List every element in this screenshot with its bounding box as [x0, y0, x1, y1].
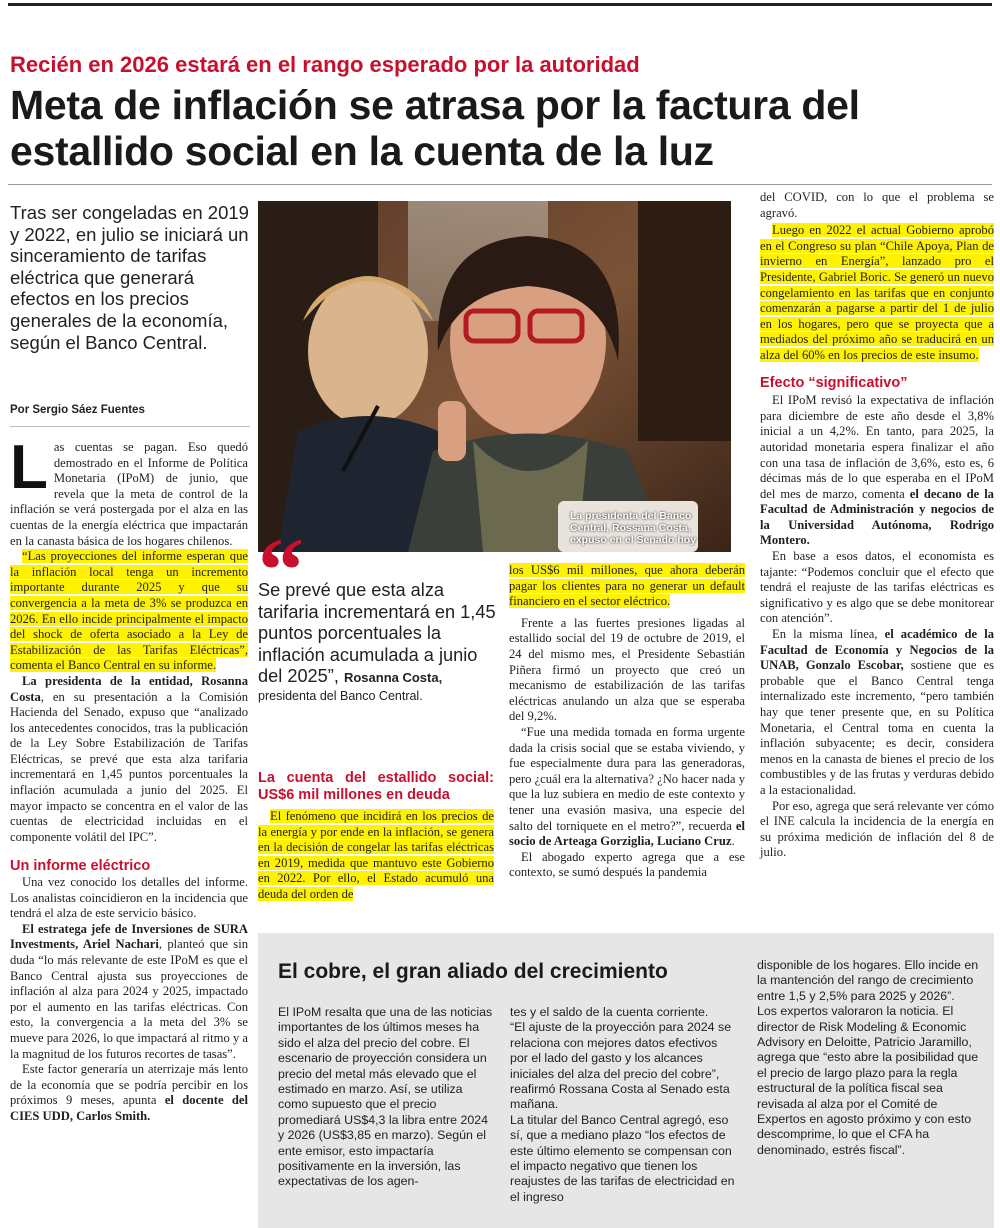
- paragraph: “Fue una medida tomada en forma urgente dada la crisis social que se estaba viviendo, y fue especialmente dura para las generadoras, pero ¿cuál era la alternativa? ¿No hacer nada y que la luz subiera en medio de este contexto y tener una evasión masiva, una especie del salto del torniquete en el metro?”, recuerda el socio de Arteaga Gorziglia, Luciano Cruz.: [509, 724, 745, 849]
- paragraph: disponible de los hogares. Ello incide en la mantención del rango de crecimiento entre 1,5 y 2,5% para 2025 y 2026”.: [757, 958, 979, 1003]
- byline: Por Sergio Sáez Fuentes: [10, 404, 145, 416]
- highlighted-text: El fenómeno que incidirá en los precios de la energía y por ende en la inflación, se genera en la decisión de congelar las tarifas eléctricas en 2019, medida que mantuvo este Gobierno en 2022. Por ello, el Estado acumuló una deuda del orden de: [258, 809, 494, 901]
- paragraph: Los expertos valoraron la noticia. El director de Risk Modeling & Economic Advisory en Deloitte, Patricio Jaramillo, agrega que “esto abre la posibilidad que el precio de largo plazo para la regla estructural de la política fiscal sea revisada al alza por el Comité de Expertos en agosto próximo y con esto descomprime, lo que el CFA ha denominado, estrés fiscal”.: [757, 1004, 979, 1157]
- paragraph: [760, 223, 994, 363]
- paragraph: [258, 809, 494, 903]
- paragraph: [509, 563, 745, 610]
- paragraph: tes y el saldo de la cuenta corriente.: [510, 1005, 709, 1019]
- pull-quote: [258, 580, 498, 704]
- paragraph: Una vez conocido los detalles del informe. Los analistas coincidieron en la incidencia que tendrá el alza de este servicio básico.: [10, 875, 248, 921]
- paragraph: “El ajuste de la proyección para 2024 se relaciona con mejores datos efectivos por el lado del gasto y los alcances iniciales del alza del precio del cobre”, reafirmó Rossana Costa al Senado esta mañana.: [510, 1020, 732, 1112]
- subheading: La cuenta del estallido social: US$6 mil millones en deuda: [258, 770, 494, 803]
- column-3: [509, 563, 745, 881]
- paragraph: El abogado experto agrega que a ese contexto, se sumó después la pandemia: [509, 849, 745, 880]
- pull-quote-text: Se prevé que esta alza tarifaria incrementará en 1,45 puntos porcentuales la inflación acumulada a junio del 2025”,: [258, 580, 496, 686]
- photo-rossana-costa: [258, 201, 731, 552]
- paragraph: El IPoM resalta que una de las noticias importantes de los últimos meses ha sido el alza del precio del cobre. El escenario de proyección considera un precio del metal más elevado que el estimado en marzo. Así, se utiliza como supuesto que el precio promediará US$4,3 la libra entre 2024 y 2026 (US$3,85 en marzo). Según el ente emisor, esto impactaría positivamente en la inversión, las expectativas de los agen-: [278, 1005, 493, 1189]
- paragraph: Por eso, agrega que será relevante ver cómo el INE calcula la incidencia de la energía en su próxima medición de inflación del 8 de julio.: [760, 798, 994, 860]
- pull-quote-role: presidenta del Banco Central.: [258, 688, 423, 703]
- lead-paragraph: Tras ser congeladas en 2019 y 2022, en julio se iniciará un sinceramiento de tarifas eléctrica que generará efectos en los precios generales de la economía, según el Banco Central.: [10, 202, 249, 353]
- paragraph: El IPoM revisó la expectativa de inflación para diciembre de este año desde el 3,8% inicial a un 4,2%. En tanto, para 2025, la autoridad monetaria espera finalizar el año con una tasa de inflación de 3,6%, esto es, 6 décimas más de lo que esperaba en el IPoM del mes de marzo, comenta el decano de la Facultad de Administración y negocios de la Universidad Autónoma, Rodrigo Montero.: [760, 393, 994, 548]
- paragraph: Las cuentas se pagan. Eso quedó demostrado en el Informe de Política Monetaria (IPoM) de junio, que revela que la meta de control de la inflación se verá postergada por el alza en las cuentas de la energía eléctrica que impactarán en la canasta básica de los hogares chilenos.: [10, 433, 248, 548]
- sidebar-box-column-2: [510, 1005, 735, 1205]
- headline: Meta de inflación se atrasa por la factura del estallido social en la cuenta de la luz: [10, 82, 860, 174]
- paragraph: del COVID, con lo que el problema se agravó.: [760, 190, 994, 220]
- paragraph: La titular del Banco Central agregó, eso sí, que a mediano plazo “los efectos de este último elemento se compensan con el impacto negativo que tienen los reajustes de las tarifas de electricidad en el ingreso: [510, 1112, 735, 1204]
- byline-rule: [10, 426, 250, 427]
- subheading: Efecto “significativo”: [760, 374, 908, 391]
- sidebar-box-column-3: [757, 958, 982, 1158]
- highlighted-text: los US$6 mil millones, que ahora deberán pagar los clientes para no generar un default financiero en el sector eléctrico.: [509, 563, 745, 609]
- column-1: [10, 433, 249, 1125]
- highlighted-quote: “Las proyecciones del informe esperan que la inflación local tenga un incremento importante durante 2025 y que su convergencia a la meta de 3% se produzca en 2026. En ello incide principalmente el impacto del shock de oferta asociado a la Ley de Estabilización de las Tarifas Eléctricas”, comenta el Banco Central en su informe.: [10, 549, 248, 673]
- paragraph: La presidenta de la entidad, Rosanna Costa, en su presentación a la Comisión Hacienda del Senado, expuso que “analizado los antecedentes conocidos, tras la publicación de la Ley Sobre Estabilización de Tarifas Eléctricas, se prevé que esta alza tarifaria incrementará en 1,45 puntos porcentuales la inflación acumulada a junio del 2025. El mayor impacto se concentra en el valor de las cuentas de electricidad incluidas en el componente volátil del IPC”.: [10, 673, 248, 844]
- quote-mark: “: [258, 519, 304, 621]
- column-2: [258, 770, 494, 903]
- dropcap: L: [10, 433, 48, 502]
- column-4: [760, 190, 994, 861]
- photo-illustration: [258, 201, 731, 552]
- highlighted-text: Luego en 2022 el actual Gobierno aprobó en el Congreso su plan “Chile Apoya, Plan de invierno en Energía”, lanzado pro el Presidente, Gabriel Boric. Se generó un nuevo congelamiento en las tarifas que en conjunto comenzarán a pagarse a partir del 1 de julio en los hogares, pero que se proyecta que a mediados del próximo año se traducirá en un alza del 60% en los precios de este insumo.: [760, 223, 994, 362]
- paragraph: En base a esos datos, el economista es tajante: “Podemos concluir que el efecto que tendrá el reajuste de las tarifas eléctricas es significativo y es algo que se debe monitorear con atención”.: [760, 549, 994, 626]
- paragraph: Frente a las fuertes presiones ligadas al estallido social del 19 de octubre de 2019, el 24 del mismo mes, el Presidente Sebastián Piñera firmó un proyecto que creó un mecanismo de estabilización de las tarifas eléctricas anulando un alza que se esperaba del 9,2%.: [509, 615, 745, 724]
- sidebar-box-column-1: [278, 1005, 496, 1190]
- top-rule: [8, 3, 992, 6]
- paragraph: En la misma línea, el académico de la Facultad de Economía y Negocios de la UNAB, Gonzalo Escobar, sostiene que es probable que el Banco Central tenga internalizado este incremento, “pero también hay que tener presente que, en su Política Monetaria, el Central toma en cuenta la inflación subyacente; es decir, considera menos en la canasta de bienes el precio de los combustibles y de las frutas y verduras debido a la estacionalidad.: [760, 627, 994, 797]
- sidebar-box-title: El cobre, el gran aliado del crecimiento: [278, 960, 668, 983]
- kicker: Recién en 2026 estará en el rango esperado por la autoridad: [10, 52, 640, 77]
- pull-quote-author: Rosanna Costa,: [343, 670, 443, 685]
- headline-rule: [8, 184, 992, 185]
- paragraph: El estratega jefe de Inversiones de SURA Investments, Ariel Nachari, planteó que sin duda “lo más relevante de este IPoM es que el Banco Central ajusta sus proyecciones de inflación al alza para 2024 y 2025, impactado por el aumento en las tarifas eléctricas. Con esto, la convergencia a la meta del 3% se mueve para 2026, lo que impactará al ritmo y a la magnitud de los futuros recortes de tasas”.: [10, 921, 248, 1061]
- photo-caption: La presidenta del Banco Central, Rossana Costa, expuso en el Senado hoy: [570, 510, 697, 546]
- paragraph: Este factor generaría un aterrizaje más lento de la economía que se podría percibir en los próximos 9 meses, apunta el docente del CIES UDD, Carlos Smith.: [10, 1062, 249, 1123]
- paragraph: [10, 549, 248, 674]
- subheading: Un informe eléctrico: [10, 858, 151, 875]
